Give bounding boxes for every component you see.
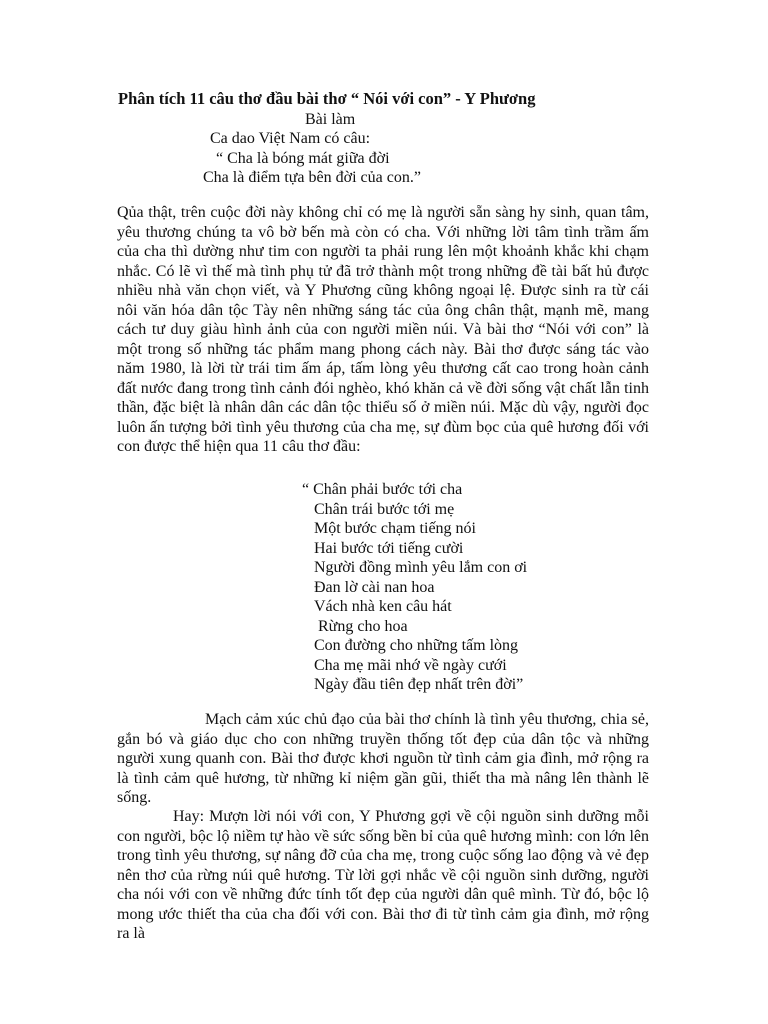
poem-line: Vách nhà ken câu hát: [314, 598, 452, 615]
poem-line: Hai bước tới tiếng cười: [314, 539, 464, 557]
poem-block: [302, 480, 527, 695]
poem-line: Rừng cho hoa: [318, 617, 408, 635]
body-paragraph: Qủa thật, trên cuộc đời này không chỉ có mẹ là người sẵn sàng hy sinh, quan tâm, yêu thương chúng ta vô bờ bến mà còn có cha. Với những lời tâm tình trầm ấm của cha thì dường như tim con người ta phải rung lên một khoảnh khắc khi chạm nhắc. Có lẽ vì thế mà tình phụ tử đã trở thành một trong những đề tài bất hủ được nhiều nhà văn chọn viết, và Y Phương cũng không ngoại lệ. Được sinh ra từ cái nôi văn hóa dân tộc Tày nên những sáng tác của ông chân thật, mạnh mẽ, mang cách tư duy giàu hình ảnh của con người miền núi. Và bài thơ “Nói với con” là một trong số những tác phẩm mang phong cách này. Bài thơ được sáng tác vào năm 1980, là lời từ trái tim ấm áp, tấm lòng yêu thương cất cao trong hoàn cảnh đất nước đang trong tình cảnh đói nghèo, khó khăn cả về đời sống vật chất lẫn tinh thần, đặc biệt là nhân dân các dân tộc thiểu số ở miền núi. Mặc dù vậy, người đọc luôn ấn tượng bởi tình yêu thương của cha mẹ, sự đùm bọc của quê hương đối với con được thể hiện qua 11 câu thơ đầu:: [117, 204, 649, 455]
document-title: Phân tích 11 câu thơ đầu bài thơ “ Nói với con” - Y Phương: [118, 89, 536, 108]
ca-dao-intro: Ca dao Việt Nam có câu:: [210, 130, 371, 147]
body-paragraph: Hay: Mượn lời nói với con, Y Phương gợi về cội nguồn sinh dưỡng mỗi con người, bộc lộ niềm tự hào về sức sống bền bỉ của quê hương mình: con lớn lên trong tình yêu thương, sự nâng đỡ của cha mẹ, trong cuộc sống lao động và vẻ đẹp nên thơ của rừng núi quê hương. Từ lời gợi nhắc về cội nguồn sinh dưỡng, người cha nói với con về những đức tính tốt đẹp của người dân quê mình. Từ đó, bộc lộ mong ước thiết tha của cha đối với con. Bài thơ đi từ tình cảm gia đình, mở rộng ra là: [117, 808, 649, 942]
poem-line: Con đường cho những tấm lòng: [314, 637, 519, 654]
body-paragraph: Mạch cảm xúc chủ đạo của bài thơ chính là tình yêu thương, chia sẻ, gắn bó và giáo dục cho con những truyền thống tốt đẹp của dân tộc và những người xung quanh con. Bài thơ được khơi nguồn từ tình cảm gia đình, mở rộng ra là tình cảm quê hương, từ những kỉ niệm gần gũi, thiết tha mà nâng lên thành lẽ sống.: [117, 711, 649, 806]
poem-line: Cha mẹ mãi nhớ về ngày cưới: [314, 656, 507, 674]
poem-line: Người đồng mình yêu lắm con ơi: [314, 559, 528, 576]
poem-line: “ Chân phải bước tới cha: [302, 481, 463, 498]
poem-line: Ngày đầu tiên đẹp nhất trên đời”: [314, 676, 524, 693]
ca-dao-line: “ Cha là bóng mát giữa đời: [216, 150, 390, 167]
ca-dao-line: Cha là điểm tựa bên đời của con.”: [203, 169, 421, 186]
document-subtitle: Bài làm: [305, 111, 356, 128]
poem-line: Một bước chạm tiếng nói: [314, 520, 476, 537]
poem-line: Chân trái bước tới mẹ: [314, 500, 455, 518]
poem-line: Đan lờ cài nan hoa: [314, 578, 435, 596]
